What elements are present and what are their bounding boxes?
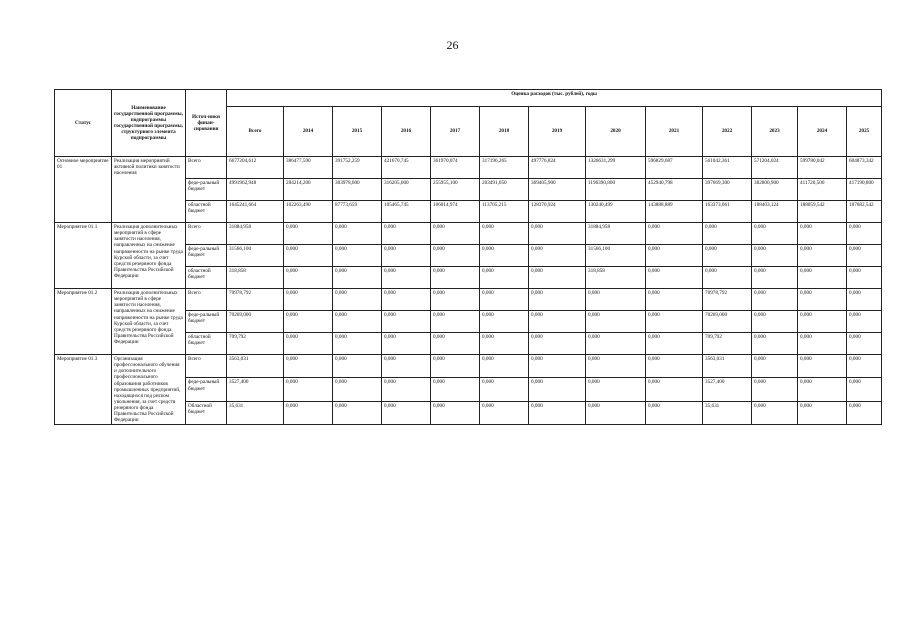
header-name: Наименование государственной программы, подпрограммы государственной программы, структурного элемента подпрограммы [112,90,186,157]
value-cell: 0,000 [529,289,586,311]
value-cell: 203491,050 [480,179,529,201]
value-cell: 106014,974 [431,201,480,223]
table-row [55,355,882,378]
header-col-4: 2017 [431,107,480,157]
value-cell: 0,000 [529,245,586,267]
value-cell: 0,000 [798,333,847,355]
value-cell: 70269,000 [703,311,752,333]
value-cell: 0,000 [284,401,333,424]
value-cell: 113705,215 [480,201,529,223]
value-cell: 0,000 [529,401,586,424]
value-cell: 0,000 [586,355,646,378]
row-source: феде-ральный бюджет [186,378,227,401]
value-cell: 0,000 [382,311,431,333]
value-cell: 0,000 [703,223,752,245]
value-cell: 0,000 [382,401,431,424]
value-cell: 0,000 [480,378,529,401]
value-cell: 0,000 [646,223,703,245]
value-cell: 0,000 [703,267,752,289]
table-body [55,157,882,425]
value-cell: 0,000 [284,378,333,401]
header-source: Источ-ники финан-сирования [186,90,227,157]
value-cell: 188059,542 [798,201,847,223]
value-cell: 0,000 [646,267,703,289]
value-cell: 361970,074 [431,157,480,179]
table-row [55,157,882,179]
value-cell: 0,000 [847,245,882,267]
value-cell: 35,631 [227,401,284,424]
header-col-11: 2024 [798,107,847,157]
value-cell: 596829,687 [646,157,703,179]
row-source: Всего [186,223,227,245]
value-cell: 0,000 [480,223,529,245]
value-cell: 0,000 [431,223,480,245]
header-col-10: 2023 [752,107,798,157]
value-cell: 35,631 [703,401,752,424]
value-cell: 0,000 [847,267,882,289]
value-cell: 316205,000 [382,179,431,201]
row-source: Областной бюджет [186,401,227,424]
row-source: Всего [186,157,227,179]
header-col-0: Всего [227,107,284,157]
value-cell: 0,000 [431,401,480,424]
value-cell: 0,000 [480,401,529,424]
value-cell: 0,000 [752,289,798,311]
value-cell: 599780,042 [798,157,847,179]
header-col-8: 2021 [646,107,703,157]
value-cell: 0,000 [284,311,333,333]
value-cell: 0,000 [333,401,382,424]
value-cell: 31566,100 [227,245,284,267]
row-source: феде-ральный бюджет [186,179,227,201]
value-cell: 561042,361 [703,157,752,179]
value-cell: 0,000 [847,333,882,355]
budget-table [54,89,882,425]
table-header [55,90,882,157]
value-cell: 0,000 [284,355,333,378]
value-cell: 0,000 [333,245,382,267]
value-cell: 0,000 [646,378,703,401]
value-cell: 0,000 [284,245,333,267]
row-source: областной бюджет [186,201,227,223]
value-cell: 0,000 [847,355,882,378]
value-cell: 0,000 [752,401,798,424]
value-cell: 0,000 [284,223,333,245]
value-cell: 187682,542 [847,201,882,223]
value-cell: 497776,824 [529,157,586,179]
value-cell: 0,000 [431,355,480,378]
value-cell: 143888,889 [646,201,703,223]
value-cell: 0,000 [333,223,382,245]
value-cell: 0,000 [847,401,882,424]
value-cell: 0,000 [646,289,703,311]
header-col-1: 2014 [284,107,333,157]
value-cell: 0,000 [284,333,333,355]
value-cell: 0,000 [431,311,480,333]
row-status: Мероприятие 01.1 [55,223,112,289]
row-source: Всего [186,289,227,311]
row-status: Мероприятие 01.3 [55,355,112,425]
table-row [55,223,882,245]
value-cell: 3527,400 [703,378,752,401]
value-cell: 6677204,612 [227,157,284,179]
value-cell: 255955,100 [431,179,480,201]
value-cell: 128370,924 [529,201,586,223]
value-cell: 0,000 [798,245,847,267]
value-cell: 0,000 [798,289,847,311]
header-col-12: 2025 [847,107,882,157]
value-cell: 0,000 [529,355,586,378]
row-source: Всего [186,355,227,378]
value-cell: 0,000 [431,267,480,289]
value-cell: 0,000 [431,245,480,267]
value-cell: 0,000 [382,289,431,311]
value-cell: 31884,958 [586,223,646,245]
value-cell: 0,000 [752,311,798,333]
value-cell: 0,000 [382,267,431,289]
value-cell: 0,000 [752,267,798,289]
row-source: феде-ральный бюджет [186,311,227,333]
row-name: Реализация дополнительных мероприятий в сфере занятости населения, направленных на снижение напряженности на рынке труда Курской области, за счет средств резервного фонда Правительства Российской Федерации [112,289,186,355]
value-cell: 0,000 [431,333,480,355]
header-col-7: 2020 [586,107,646,157]
value-cell: 0,000 [646,355,703,378]
value-cell: 0,000 [480,289,529,311]
header-estimate: Оценка расходов (тыс. рублей), годы [227,90,882,107]
value-cell: 1326631,299 [586,157,646,179]
value-cell: 163373,061 [703,201,752,223]
value-cell: 0,000 [798,267,847,289]
table-row [55,289,882,311]
value-cell: 31884,958 [227,223,284,245]
value-cell: 188403,124 [752,201,798,223]
header-col-6: 2019 [529,107,586,157]
row-name: Реализация мероприятий активной политики занятости населения [112,157,186,223]
value-cell: 0,000 [529,267,586,289]
value-cell: 397669,300 [703,179,752,201]
value-cell: 0,000 [752,333,798,355]
row-source: областной бюджет [186,333,227,355]
value-cell: 0,000 [586,289,646,311]
value-cell: 3563,031 [227,355,284,378]
value-cell: 0,000 [703,245,752,267]
value-cell: 0,000 [480,267,529,289]
value-cell: 1196390,800 [586,179,646,201]
header-col-5: 2018 [480,107,529,157]
value-cell: 87773,659 [333,201,382,223]
value-cell: 0,000 [529,378,586,401]
value-cell: 317196,265 [480,157,529,179]
value-cell: 0,000 [480,311,529,333]
value-cell: 3563,031 [703,355,752,378]
value-cell: 1645241,664 [227,201,284,223]
value-cell: 0,000 [529,311,586,333]
value-cell: 0,000 [752,245,798,267]
value-cell: 105465,745 [382,201,431,223]
row-source: феде-ральный бюджет [186,245,227,267]
value-cell: 0,000 [586,311,646,333]
value-cell: 452940,798 [646,179,703,201]
value-cell: 0,000 [480,355,529,378]
value-cell: 604873,342 [847,157,882,179]
value-cell: 0,000 [382,223,431,245]
value-cell: 421670,745 [382,157,431,179]
value-cell: 0,000 [646,401,703,424]
header-col-3: 2016 [382,107,431,157]
value-cell: 0,000 [284,289,333,311]
value-cell: 0,000 [847,289,882,311]
value-cell: 0,000 [333,378,382,401]
value-cell: 0,000 [333,355,382,378]
row-source: областной бюджет [186,267,227,289]
value-cell: 70978,792 [227,289,284,311]
value-cell: 382800,900 [752,179,798,201]
row-name: Реализация дополнительных мероприятий в сфере занятости населения, направленных на снижение напряженности на рынке труда Курской области, за счет средств резервного фонда Правительства Российской Федерации [112,223,186,289]
value-cell: 0,000 [752,355,798,378]
value-cell: 70978,792 [703,289,752,311]
value-cell: 0,000 [646,333,703,355]
value-cell: 0,000 [798,311,847,333]
value-cell: 70269,000 [227,311,284,333]
value-cell: 0,000 [382,378,431,401]
value-cell: 369405,900 [529,179,586,201]
value-cell: 4991962,948 [227,179,284,201]
value-cell: 0,000 [798,355,847,378]
page-number: 26 [446,38,459,52]
value-cell: 0,000 [333,333,382,355]
value-cell: 0,000 [333,289,382,311]
value-cell: 0,000 [529,223,586,245]
value-cell: 0,000 [382,355,431,378]
value-cell: 284214,200 [284,179,333,201]
value-cell: 0,000 [646,311,703,333]
value-cell: 411720,500 [798,179,847,201]
value-cell: 0,000 [798,378,847,401]
value-cell: 0,000 [382,333,431,355]
value-cell: 0,000 [480,245,529,267]
value-cell: 0,000 [586,378,646,401]
value-cell: 0,000 [431,289,480,311]
value-cell: 318,858 [227,267,284,289]
value-cell: 0,000 [431,378,480,401]
value-cell: 318,858 [586,267,646,289]
value-cell: 0,000 [798,401,847,424]
header-col-2: 2015 [333,107,382,157]
value-cell: 0,000 [847,378,882,401]
value-cell: 391752,259 [333,157,382,179]
value-cell: 709,792 [227,333,284,355]
value-cell: 31566,100 [586,245,646,267]
value-cell: 0,000 [752,378,798,401]
header-status: Статус [55,90,112,157]
value-cell: 0,000 [480,333,529,355]
value-cell: 0,000 [333,311,382,333]
value-cell: 3527,400 [227,378,284,401]
value-cell: 0,000 [529,333,586,355]
value-cell: 0,000 [646,245,703,267]
value-cell: 0,000 [847,311,882,333]
value-cell: 0,000 [333,267,382,289]
value-cell: 0,000 [847,223,882,245]
value-cell: 0,000 [586,333,646,355]
value-cell: 0,000 [752,223,798,245]
row-name: Организация профессионального обучения и дополнительного профессионального образования работников промышленных предприятий, находящихся под риском увольнения, за счет средств резервного фонда Правительства Российской Федерации [112,355,186,425]
header-col-9: 2022 [703,107,752,157]
value-cell: 0,000 [284,267,333,289]
value-cell: 571204,024 [752,157,798,179]
value-cell: 417190,800 [847,179,882,201]
value-cell: 130240,499 [586,201,646,223]
value-cell: 0,000 [382,245,431,267]
value-cell: 0,000 [586,401,646,424]
value-cell: 303978,600 [333,179,382,201]
value-cell: 0,000 [798,223,847,245]
row-status: Основное мероприятие 01 [55,157,112,223]
value-cell: 386477,590 [284,157,333,179]
value-cell: 709,792 [703,333,752,355]
value-cell: 102263,490 [284,201,333,223]
row-status: Мероприятие 01.2 [55,289,112,355]
